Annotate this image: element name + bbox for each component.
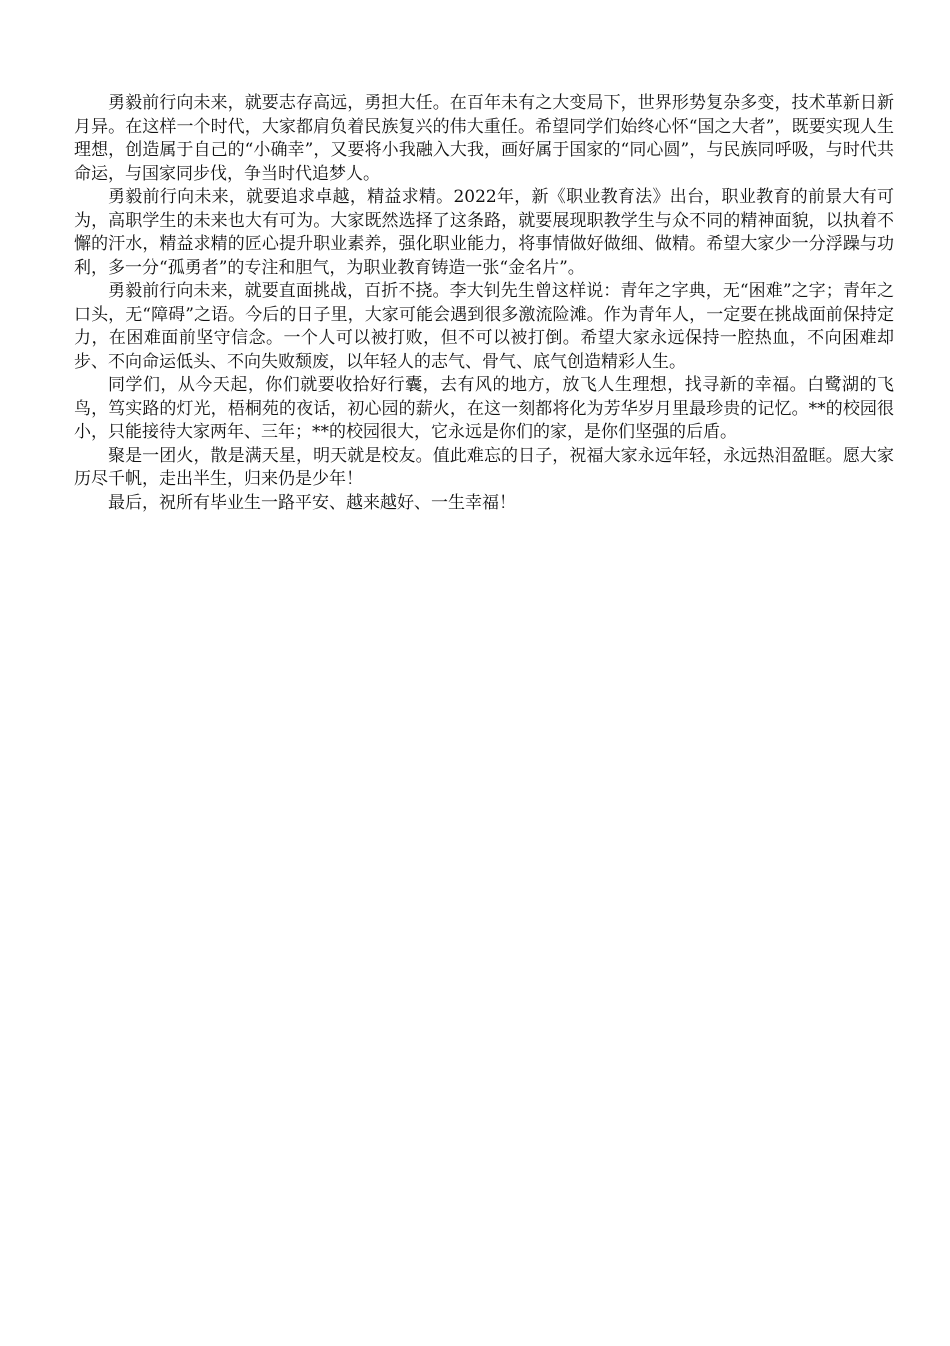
paragraph-6: 最后，祝所有毕业生一路平安、越来越好、一生幸福！ [108, 492, 516, 513]
document-body [74, 92, 894, 515]
paragraph-3: 勇毅前行向未来，就要直面挑战，百折不挠。李大钊先生曾这样说：青年之字典，无“困难”之字；青年之口头，无“障碍”之语。今后的日子里，大家可能会遇到很多激流险滩。作为青年人，一定要在挑战面前保持定力，在困难面前坚守信念。一个人可以被打败，但不可以被打倒。希望大家永远保持一腔热血，不向困难却步、不向命运低头、不向失败颓废，以年轻人的志气、骨气、底气创造精彩人生。 [74, 281, 894, 372]
paragraph-5: 聚是一团火，散是满天星，明天就是校友。值此难忘的日子，祝福大家永远年轻，永远热泪盈眶。愿大家历尽千帆，走出半生，归来仍是少年！ [74, 445, 894, 489]
paragraph-4: 同学们，从今天起，你们就要收拾好行囊，去有风的地方，放飞人生理想，找寻新的幸福。白鹭湖的飞鸟，笃实路的灯光，梧桐苑的夜话，初心园的薪火，在这一刻都将化为芳华岁月里最珍贵的记忆。**的校园很小，只能接待大家两年、三年；**的校园很大，它永远是你们的家，是你们坚强的后盾。 [74, 375, 894, 442]
paragraph-2: 勇毅前行向未来，就要追求卓越，精益求精。2022年，新《职业教育法》出台，职业教育的前景大有可为，高职学生的未来也大有可为。大家既然选择了这条路，就要展现职教学生与众不同的精神面貌，以执着不懈的汗水，精益求精的匠心提升职业素养，强化职业能力，将事情做好做细、做精。希望大家少一分浮躁与功利，多一分“孤勇者”的专注和胆气，为职业教育铸造一张“金名片”。 [74, 187, 894, 278]
paragraph-1: 勇毅前行向未来，就要志存高远，勇担大任。在百年未有之大变局下，世界形势复杂多变，技术革新日新月异。在这样一个时代，大家都肩负着民族复兴的伟大重任。希望同学们始终心怀“国之大者”，既要实现人生理想，创造属于自己的“小确幸”，又要将小我融入大我，画好属于国家的“同心圆”，与民族同呼吸，与时代共命运，与国家同步伐，争当时代追梦人。 [74, 93, 894, 184]
